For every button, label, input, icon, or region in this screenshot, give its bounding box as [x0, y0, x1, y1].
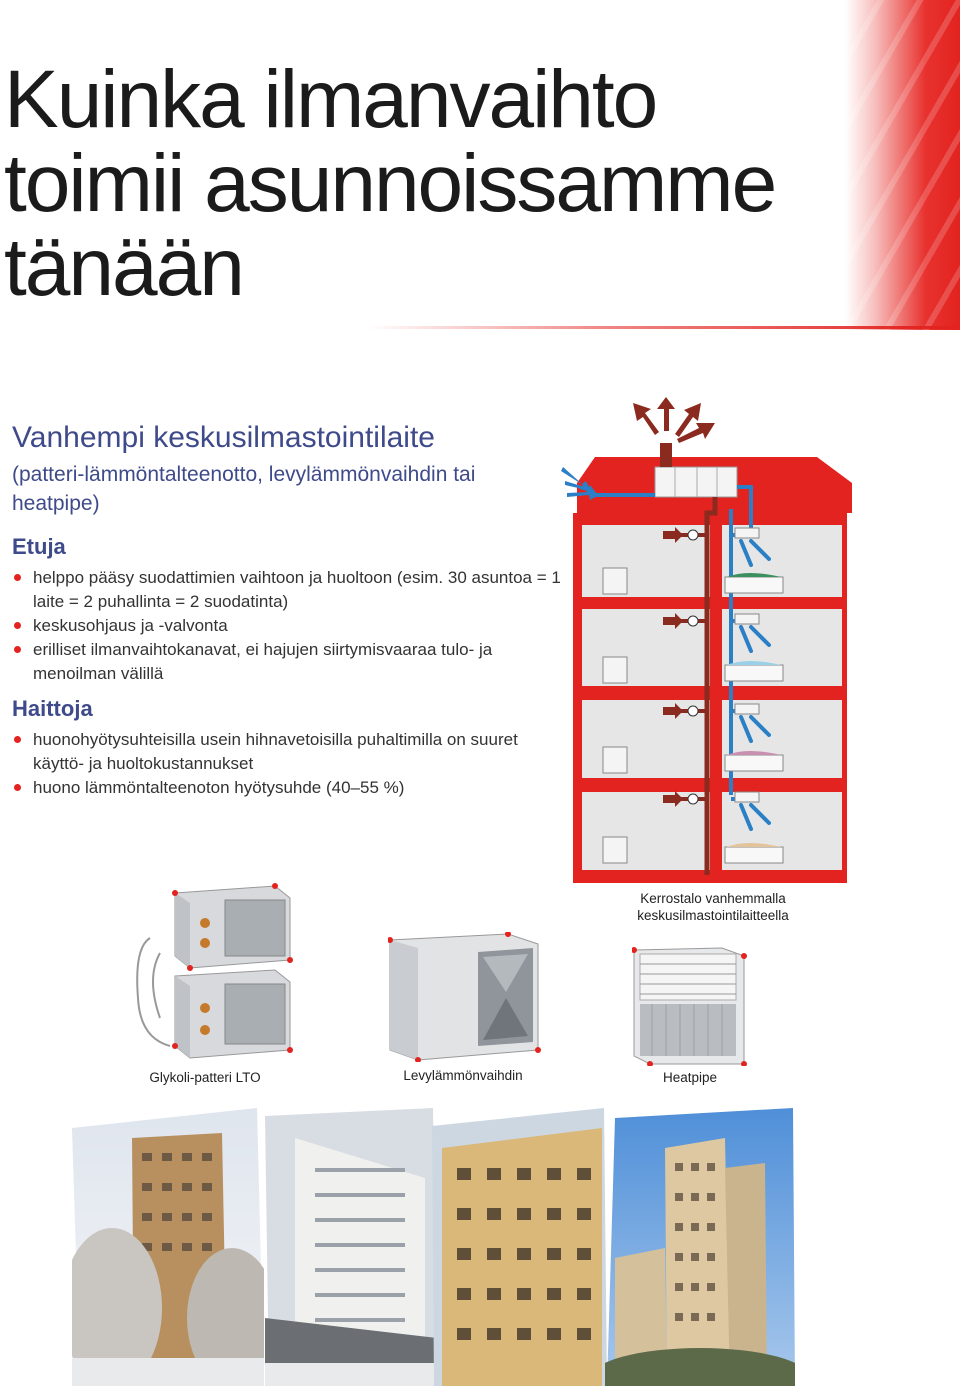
exhaust-arrows-icon: [633, 397, 715, 443]
list-item: huonohyötysuhteisilla usein hihnavetoisilla puhaltimilla on suuret käyttö- ja huoltokustannukset: [12, 728, 572, 776]
photo-white-slab-block: [265, 1108, 437, 1386]
photo-snowy-tower: [72, 1108, 264, 1386]
header-divider: [368, 326, 960, 329]
caption-line-1: Kerrostalo vanhemmalla: [640, 891, 786, 906]
list-item: huono lämmöntalteenoton hyötysuhde (40–55 %): [12, 776, 572, 800]
section-subtitle: [12, 460, 572, 518]
cons-list: [12, 728, 572, 800]
pros-list: [12, 566, 572, 686]
cons-title: Haittoja: [12, 696, 93, 721]
list-item: helppo pääsy suodattimien vaihtoon ja huoltoon (esim. 30 asuntoa = 1 laite = 2 puhallinta = 2 suodatinta): [12, 566, 572, 614]
heatpipe-unit-image: [632, 946, 747, 1066]
title-line-2: toimii asunnoissamme: [4, 138, 776, 229]
title-line-3: tänään: [4, 222, 243, 313]
plate-heat-exchanger-image: [388, 932, 543, 1062]
unit-label-heatpipe: Heatpipe: [662, 1070, 718, 1085]
unit-label-glycol: Glykoli-patteri LTO: [149, 1070, 261, 1085]
caption-line-2: keskusilmastointilaitteella: [637, 908, 789, 923]
title-line-1: Kuinka ilmanvaihto: [4, 54, 657, 145]
unit-label-plate: Levylämmönvaihdin: [403, 1068, 523, 1083]
subtitle-line-1: (patteri-lämmöntalteenotto, levylämmönvaihdin tai: [12, 463, 476, 486]
pros-title: Etuja: [12, 534, 66, 559]
page-title: [4, 54, 834, 313]
glycol-coil-unit-image: [130, 878, 295, 1063]
subtitle-line-2: heatpipe): [12, 492, 100, 515]
list-item: keskusohjaus ja -valvonta: [12, 614, 572, 638]
photo-tall-towers: [605, 1108, 795, 1386]
section-title: Vanhempi keskusilmastointilaite: [12, 421, 435, 454]
list-item: erilliset ilmanvaihtokanavat, ei hajujen siirtymisvaaraa tulo- ja menoilman välillä: [12, 638, 572, 686]
exhaust-stack: [660, 443, 672, 467]
air-handling-unit: [655, 467, 737, 497]
building-ventilation-diagram: [555, 395, 860, 895]
diagram-caption: [580, 890, 846, 924]
section-content: [12, 420, 572, 808]
decorative-red-strip: [845, 0, 960, 330]
photo-yellow-blocks: [432, 1108, 607, 1386]
